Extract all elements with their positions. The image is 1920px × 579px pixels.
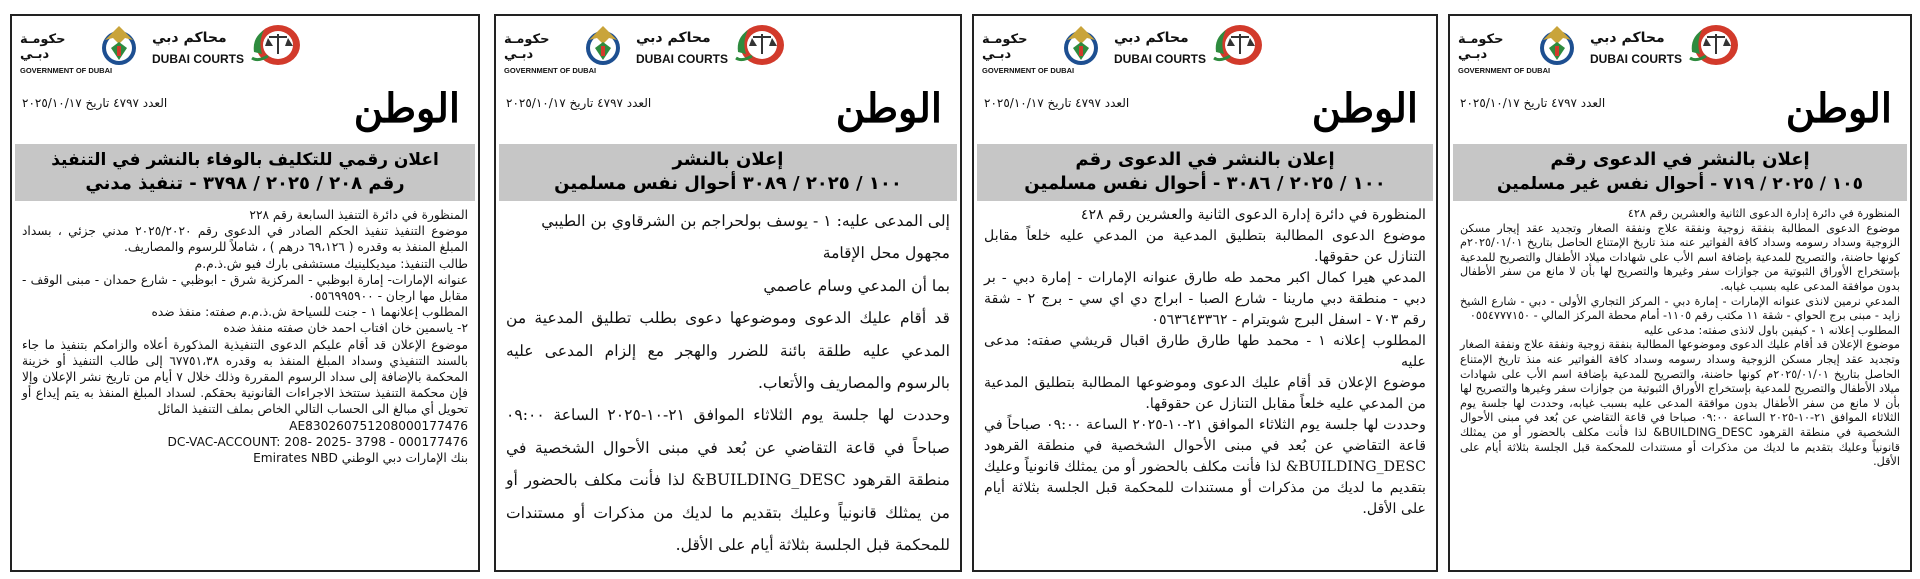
ad-text: قد أقام عليك الدعوى وموضوعها دعوى بطلب تطليق المدعية من المدعي عليه طلقة بائنة للضرر والهجر مع إلزام المدعى عليه بالرسوم والمصاريف والأتعاب. (506, 309, 950, 393)
ad-text: المدعي هيرا كمال اكبر محمد طه طارق عنوانه الإمارات - إمارة دبي - بر دبي - منطقة دبي مارينا - شارع الصبا - ابراج دي اي سي - برج ٢ - شقة رقم ٧٠٣ - اسفل البرج شويترام - ٠٥٦٣٦٤٣٣٦٢ (984, 270, 1426, 328)
gov-name-ar: حكومـة دبـي (20, 32, 66, 62)
ad-case-719-notice (1448, 14, 1912, 572)
ad-body (496, 201, 960, 561)
gov-name-ar: حكومـة دبـي (1458, 32, 1504, 62)
courts-name-ar: محاكم دبي (1114, 30, 1189, 46)
ad-text: إلى المدعى عليه: ١ - يوسف بولحراجم بن الشرقاوي بن الطيبي (541, 212, 950, 230)
ad-body (12, 201, 478, 466)
ad-title-line-2: رقم ٢٠٨ / ٢٠٢٥ / ٣٧٩٨ - تنفيذ مدني (85, 173, 405, 194)
newspaper-name: الوطن (1311, 85, 1418, 132)
gov-name-ar: حكومـة دبـي (504, 32, 550, 62)
account-number: DC-VAC-ACCOUNT: 208- 2025- 3798 - 000177476 (167, 434, 468, 449)
courts-name-en: DUBAI COURTS (1114, 52, 1206, 66)
ad-text: بما أن المدعي وسام عاصمي (763, 276, 950, 295)
gov-name-en: GOVERNMENT OF DUBAI (1458, 66, 1551, 75)
issue-info: العدد ٤٧٩٧ تاريخ ٢٠٢٥/١٠/١٧ (984, 96, 1130, 110)
courts-emblem-icon (732, 22, 786, 68)
courts-name-en: DUBAI COURTS (636, 52, 728, 66)
ad-title-band (977, 144, 1433, 201)
ad-title-line-1: إعلان بالنشر (672, 149, 784, 170)
ad-case-3086-notice (972, 14, 1438, 572)
ad-title-band (1453, 144, 1907, 201)
iban: AE830260751208000177476 (289, 418, 468, 433)
newspaper-masthead (974, 82, 1436, 144)
ad-title-line-2: ١٠٥ / ٢٠٢٥ / ٧١٩ - أحوال نفس غير مسلمين (1496, 174, 1864, 194)
gov-name-ar: حكومـة دبـي (982, 32, 1028, 62)
newspaper-masthead (12, 82, 478, 144)
ad-text: المطلوب إعلانهما ١ - جنت للسياحة ش.ذ.م.م صفته: منفذ ضده (151, 305, 468, 320)
ad-body (974, 201, 1436, 520)
courts-emblem-icon (1686, 22, 1740, 68)
ad-title-band (499, 144, 957, 201)
dubai-courts-logo (636, 22, 786, 80)
ad-publication-notice (494, 14, 962, 572)
courts-name-ar: محاكم دبي (152, 30, 227, 46)
government-of-dubai-logo (20, 22, 145, 80)
ad-header (1450, 16, 1910, 82)
gov-name-en: GOVERNMENT OF DUBAI (982, 66, 1075, 75)
dubai-crest-icon (1533, 22, 1581, 70)
ad-text: عنوانه الإمارات- إمارة ابوظبي - المركزية شرق - ابوظبي - شارع حمدان - مبنى الوقف - مقابل مها ارجان - ٠٥٥٦٩٩٥٩٠٠ (22, 272, 468, 304)
courts-name-ar: محاكم دبي (1590, 30, 1665, 46)
courts-emblem-icon (248, 22, 302, 68)
ad-title-line-1: اعلان رقمي للتكليف بالوفاء بالنشر في التنفيذ (51, 150, 439, 170)
ad-header (496, 16, 960, 82)
government-of-dubai-logo (1458, 22, 1583, 80)
ad-text: موضوع الدعوى المطالبة بتطليق المدعية من المدعي عليه خلعاً مقابل التنازل عن حقوقها. (984, 228, 1426, 265)
newspaper-masthead (1450, 82, 1910, 144)
ad-text: المنظورة في دائرة إدارة الدعوى الثانية والعشرين رقم ٤٢٨ (1080, 207, 1426, 223)
newspaper-name: الوطن (835, 85, 942, 132)
ad-header (12, 16, 478, 82)
government-of-dubai-logo (504, 22, 629, 80)
ad-text: طالب التنفيذ: ميديكلينيك مستشفى بارك فيو ش.ذ.م.م (194, 256, 468, 271)
courts-name-ar: محاكم دبي (636, 30, 711, 46)
ad-header (974, 16, 1436, 82)
ad-text: ٢- ياسمين خان افتاب احمد خان صفته منفذ ضده (223, 321, 468, 336)
ad-execution-notice (10, 14, 480, 572)
ad-text: المدعي نرمين لانذى عنوانه الإمارات - إمارة دبي - المركز التجاري الأولى - دبي - شارع الشيخ زايد - مبنى برج الحواي - شقة ١١ مكتب رقم ١١٠٥- أمام محطة المركز المالي - ٠٥٥٤٧٧٧١٥٠ (1460, 294, 1900, 323)
dubai-crest-icon (579, 22, 627, 70)
dubai-courts-logo (1114, 22, 1264, 80)
dubai-courts-logo (1590, 22, 1740, 80)
issue-info: العدد ٤٧٩٧ تاريخ ٢٠٢٥/١٠/١٧ (22, 96, 168, 110)
ad-title-line-2: ١٠٠ / ٢٠٢٥ / ٣٠٨٩ أحوال نفس مسلمين (554, 173, 902, 194)
ad-text: وحددت لها جلسة يوم الثلاثاء الموافق ٢١-١٠-٢٠٢٥ الساعة ٠٩:٠٠ صباحاً في قاعة التقاضي عن بُعد في مبنى الأحوال الشخصية في منطقة القرهود BUILDING_DESC& لذا فأنت مكلف بالحضور أو من يمثلك قانونياً وعليك بتقديم ما لديك من مذكرات أو مستندات للمحكمة قبل الجلسة بثلاثة أيام على الأقل. (984, 417, 1426, 517)
ad-text: موضوع الإعلان قد أقام عليك الدعوى وموضوعها المطالبة بتطليق المدعية من المدعي عليه خلعاً مقابل التنازل عن حقوقها. (984, 375, 1426, 412)
ad-title-line-1: إعلان بالنشر في الدعوى رقم (1075, 149, 1335, 170)
gov-name-en: GOVERNMENT OF DUBAI (20, 66, 113, 75)
ad-text: المطلوب إعلانه ١ - محمد طها طارق طارق اقبال قريشي صفته: مدعى عليه (984, 333, 1427, 370)
gov-name-en: GOVERNMENT OF DUBAI (504, 66, 597, 75)
ad-body (1450, 201, 1910, 470)
newspaper-name: الوطن (353, 85, 460, 132)
ad-text: المنظورة في دائرة التنفيذ السابعة رقم ٢٢٨ (249, 208, 468, 222)
ad-text: موضوع الدعوى المطالبة بنفقة زوجية ونفقة علاج ونفقة الصغار وتجديد عقد إيجار مسكن الزوجية وسداد رسومه وسداد كافة الفواتير عنه منذ تاريخ الإمتناع الحاصل بتاريخ ٢٠٢٥/٠١/٠١م كونها حاضنة، والتصريح للمدعية بإضافة اسم الأب على شهادات ميلاد الأطفال والتصريح للمدعية بإستخراج الأوراق الثبوتية من جوازات سفر وغيرها والتصريح لها بأن لا مانع من سفر الأطفال بدون موافقة المدعى عليه بسبب غيابه. (1460, 221, 1900, 293)
dubai-crest-icon (1057, 22, 1105, 70)
issue-info: العدد ٤٧٩٧ تاريخ ٢٠٢٥/١٠/١٧ (1460, 96, 1606, 110)
courts-name-en: DUBAI COURTS (1590, 52, 1682, 66)
ad-text: مجهول محل الإقامة (822, 244, 950, 263)
dubai-courts-logo (152, 22, 302, 80)
ad-text: موضوع الإعلان قد أقام عليك الدعوى وموضوعها المطالبة بنفقة زوجية ونفقة علاج ونفقة الصغار وتجديد عقد إيجار مسكن الزوجية وسداد رسومه وسداد كافة الفواتير عنه منذ تاريخ الإمتناع الحاصل بتاريخ ٢٠٢٥/٠١/٠١م كونها حاضنة، والتصريح للمدعية بإضافة اسم الأب على شهادات ميلاد الأطفال والتصريح للمدعية بإستخراج الأوراق الثبوتية من جوازات سفر وغيرها والتصريح لها بأن لا مانع من سفر الأطفال بدون موافقة المدعى عليه بسبب غيابه، وحددت لها جلسة يوم الثلاثاء الموافق ٢١-١٠-٢٠٢٥ الساعة ٠٩:٠٠ صباحا في قاعة التقاضي عن بُعد في مبنى الأحوال الشخصية في منطقة القرهود BUILDING_DESC& لذا فأنت مكلف بالحضور أو من يمثلك قانونياً وعليك بتقديم ما لديك من مذكرات أو مستندات للمحكمة قبل الجلسة بثلاثة أيام على الأقل. (1460, 338, 1900, 469)
ad-text: موضوع الإعلان قد أقام عليكم الدعوى التنفيذية المذكورة أعلاه والزامكم بتنفيذ ما جاء بالسند التنفيذي وسداد المبلغ المنفذ به وقدره ٦٧٧٥١،٣٨ إلى طالب التنفيذ أو خزينة المحكمة بالإضافة إلى سداد الرسوم المقررة وذلك خلال ٧ أيام من تاريخ نشر الإعلان وإلا فإن محكمة التنفيذ ستتخذ الاجراءات القانونية بحقكم. لسداد المبلغ المنفذ به يتم إيداع أو تحويل أي مبالغ الى الحساب التالي الخاص بملف التنفيذ المائل (22, 337, 468, 417)
newspaper-masthead (496, 82, 960, 144)
ad-text: المنظورة في دائرة إدارة الدعوى الثانية والعشرين رقم ٤٢٨ (1627, 207, 1900, 220)
bank-name: بنك الإمارات دبي الوطني Emirates NBD (253, 451, 468, 466)
ad-text: موضوع التنفيذ تنفيذ الحكم الصادر في الدعوى رقم ٢٠٢٥/٢٠٢٠ مدني جزئي ، بسداد المبلغ المنفذ به وقدره ( ٦٩،١٢٦ درهم ) ، شاملاً للرسوم والمصاريف. (22, 224, 468, 255)
courts-emblem-icon (1210, 22, 1264, 68)
ad-title-line-1: إعلان بالنشر في الدعوى رقم (1550, 149, 1810, 170)
ad-text: وحددت لها جلسة يوم الثلاثاء الموافق ٢١-١٠-٢٠٢٥ الساعة ٠٩:٠٠ صباحاً في قاعة التقاضي عن بُعد في مبنى الأحوال الشخصية في منطقة القرهود BUILDING_DESC& لذا فأنت مكلف بالحضور أو من يمثلك قانونياً وعليك بتقديم ما لديك من مذكرات أو مستندات للمحكمة قبل الجلسة بثلاثة أيام على الأقل. (506, 406, 951, 555)
dubai-crest-icon (95, 22, 143, 70)
ad-title-line-2: ١٠٠ / ٢٠٢٥ / ٣٠٨٦ - أحوال نفس مسلمين (1024, 173, 1386, 194)
ad-text: المطلوب إعلانه ١ - كيفين باول لانذى صفته: مدعى عليه (1643, 323, 1900, 337)
ad-title-band (15, 144, 475, 201)
newspaper-name: الوطن (1785, 85, 1892, 132)
courts-name-en: DUBAI COURTS (152, 52, 244, 66)
issue-info: العدد ٤٧٩٧ تاريخ ٢٠٢٥/١٠/١٧ (506, 96, 652, 110)
government-of-dubai-logo (982, 22, 1107, 80)
